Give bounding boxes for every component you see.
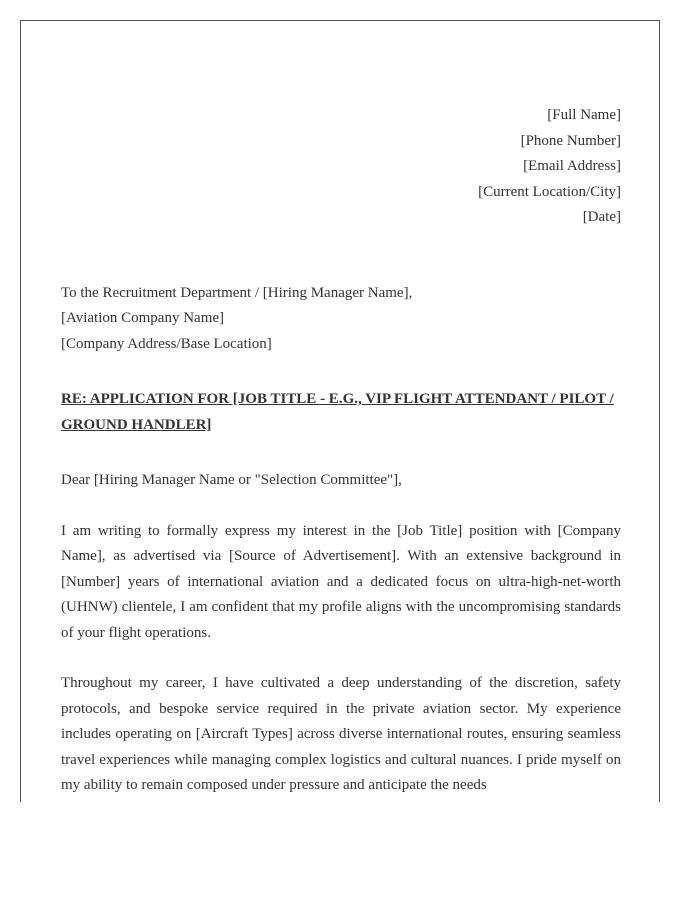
recipient-block [61, 281, 621, 358]
letter-body [61, 103, 621, 799]
sender-block [61, 103, 621, 231]
letter-page [20, 20, 660, 802]
recipient-department: To the Recruitment Department / [Hiring Manager Name], [61, 284, 413, 301]
recipient-company: [Aviation Company Name] [61, 310, 225, 326]
salutation: Dear [Hiring Manager Name or "Selection Committee"], [61, 472, 402, 488]
sender-location: [Current Location/City] [478, 183, 621, 200]
body-paragraph-2: Throughout my career, I have cultivated a deep understanding of the discretion, safety protocols, and bespoke service required in the private aviation sector. My experience includes operating on [Aircraft Types] across diverse international routes, ensuring seamless travel experiences while managing complex logistics and cultural nuances. I pride myself on my ability to remain composed under pressure and anticipate the needs [61, 675, 621, 793]
recipient-address: [Company Address/Base Location] [61, 335, 272, 352]
sender-full-name: [Full Name] [547, 107, 621, 123]
subject-line: RE: APPLICATION FOR [JOB TITLE - E.G., VIP FLIGHT ATTENDANT / PILOT / GROUND HANDLER] [61, 391, 614, 433]
sender-date: [Date] [582, 209, 621, 225]
body-paragraph-1: I am writing to formally express my interest in the [Job Title] position with [Company Name], as advertised via [Source of Advertisement]. With an extensive background in [Number] years of international aviation and a dedicated focus on ultra-high-net-worth (UHNW) clientele, I am confident that my profile aligns with the uncompromising standards of your flight operations. [61, 522, 621, 641]
sender-phone: [Phone Number] [520, 132, 621, 149]
sender-email: [Email Address] [523, 158, 621, 174]
